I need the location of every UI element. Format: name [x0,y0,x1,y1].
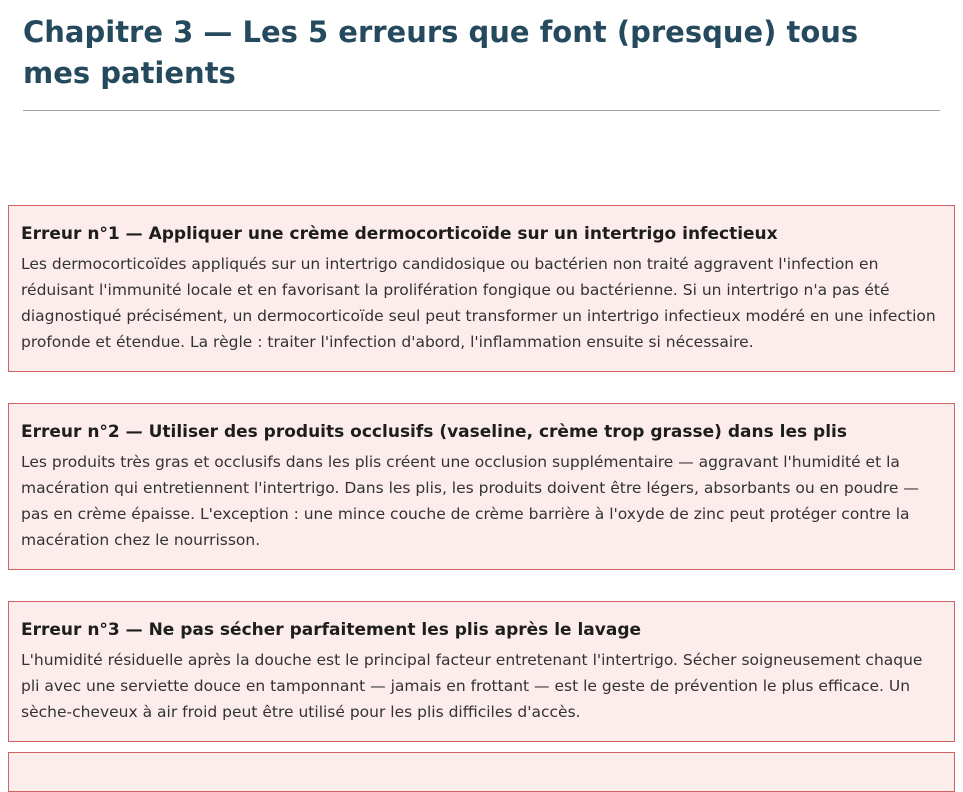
page-title: Chapitre 3 — Les 5 erreurs que font (presque) tous mes patients [23,15,859,91]
title-divider [23,110,940,111]
error-card-2 [8,403,955,570]
error-card-1 [8,205,955,372]
error-card-body: Les produits très gras et occlusifs dans les plis créent une occlusion supplémentaire — aggravant l'humidité et la macération qui entretiennent l'intertrigo. Dans les plis, les produits doivent être légers, absorbants ou en poudre — pas en crème épaisse. L'exception : une mince couche de crème barrière à l'oxyde de zinc peut protéger contre la macération chez le nourrisson. [21,453,919,550]
error-card-4-partial [8,752,955,792]
error-card-heading: Erreur n°3 — Ne pas sécher parfaitement les plis après le lavage [21,620,642,641]
error-card-3 [8,601,955,742]
error-cards-list [0,205,963,792]
error-card-heading: Erreur n°1 — Appliquer une crème dermocorticoïde sur un intertrigo infectieux [21,224,778,245]
error-card-body: L'humidité résiduelle après la douche est le principal facteur entretenant l'intertrigo. Sécher soigneusement chaque pli avec une serviette douce en tamponnant — jamais en frottant — est le geste de prévention le plus efficace. Un sèche-cheveux à air froid peut être utilisé pour les plis difficiles d'accès. [21,651,923,722]
error-card-body: Les dermocorticoïdes appliqués sur un intertrigo candidosique ou bactérien non traité aggravent l'infection en réduisant l'immunité locale et en favorisant la prolifération fongique ou bactérienne. Si un intertrigo n'a pas été diagnostiqué précisément, un dermocorticoïde seul peut transformer un intertrigo infectieux modéré en une infection profonde et étendue. La règle : traiter l'infection d'abord, l'inflammation ensuite si nécessaire. [21,255,936,352]
error-card-heading: Erreur n°2 — Utiliser des produits occlusifs (vaseline, crème trop grasse) dans les plis [21,422,847,443]
chapter-page [0,12,963,792]
